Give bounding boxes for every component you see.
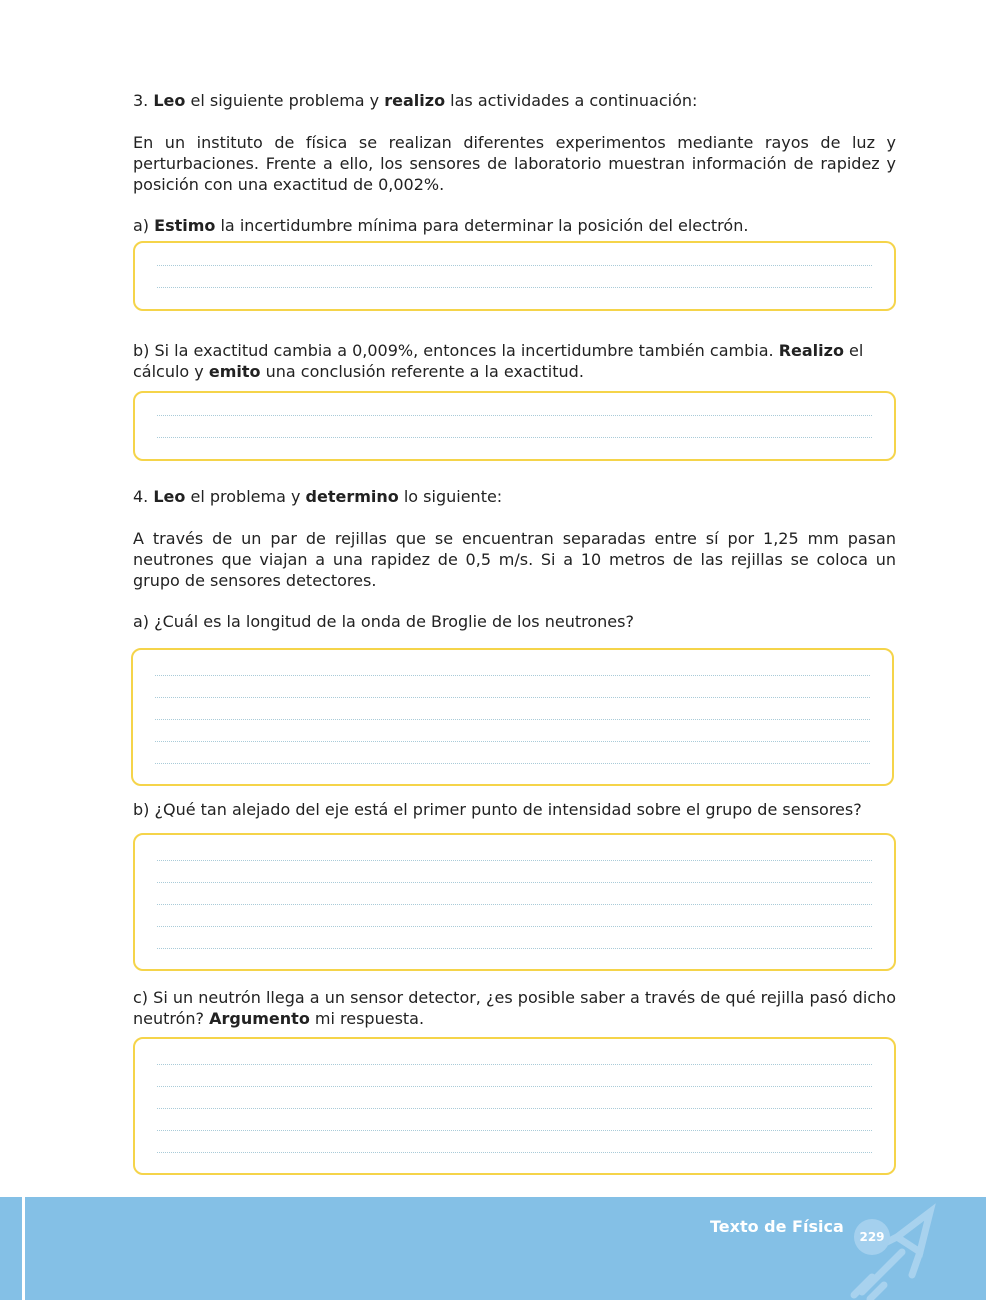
q3a-prompt: a) Estimo la incertidumbre mínima para determinar la posición del electrón. [133, 216, 749, 235]
q4-body: A través de un par de rejillas que se encuentran separadas entre sí por 1,25 mm pasan neutrones que viajan a una rapidez de 0,5 m/s. Si a 10 metros de las rejillas se coloca un grupo de sensores detectores. [133, 529, 896, 590]
q4b-prompt: b) ¿Qué tan alejado del eje está el primer punto de intensidad sobre el grupo de sensores? [133, 800, 862, 819]
q3b-answer-box[interactable] [133, 391, 896, 461]
q3b-prompt: b) Si la exactitud cambia a 0,009%, entonces la incertidumbre también cambia. Realizo el cálculo y emito una conclusión referente a la exactitud. [133, 341, 864, 381]
q4b-answer-box[interactable] [133, 833, 896, 971]
q3-body: En un instituto de física se realizan diferentes experimentos mediante rayos de luz y perturbaciones. Frente a ello, los sensores de laboratorio muestran información de rapidez y posición con una exactitud de 0,002%. [133, 133, 896, 194]
q4a-prompt: a) ¿Cuál es la longitud de la onda de Broglie de los neutrones? [133, 612, 634, 631]
q4-heading: 4. Leo el problema y determino lo siguiente: [133, 487, 503, 506]
q3a-answer-box[interactable] [133, 241, 896, 311]
page-footer [0, 1197, 986, 1300]
q3-heading: 3. Leo el siguiente problema y realizo las actividades a continuación: [133, 91, 698, 110]
q4c-answer-box[interactable] [133, 1037, 896, 1175]
q4c-prompt: c) Si un neutrón llega a un sensor detector, ¿es posible saber a través de qué rejilla pasó dicho neutrón? Argumento mi respuesta. [133, 988, 896, 1028]
page-number: 229 [854, 1219, 890, 1255]
q4a-answer-box[interactable] [131, 648, 894, 786]
book-title: Texto de Física [710, 1217, 844, 1236]
footer-stripe [22, 1197, 25, 1300]
